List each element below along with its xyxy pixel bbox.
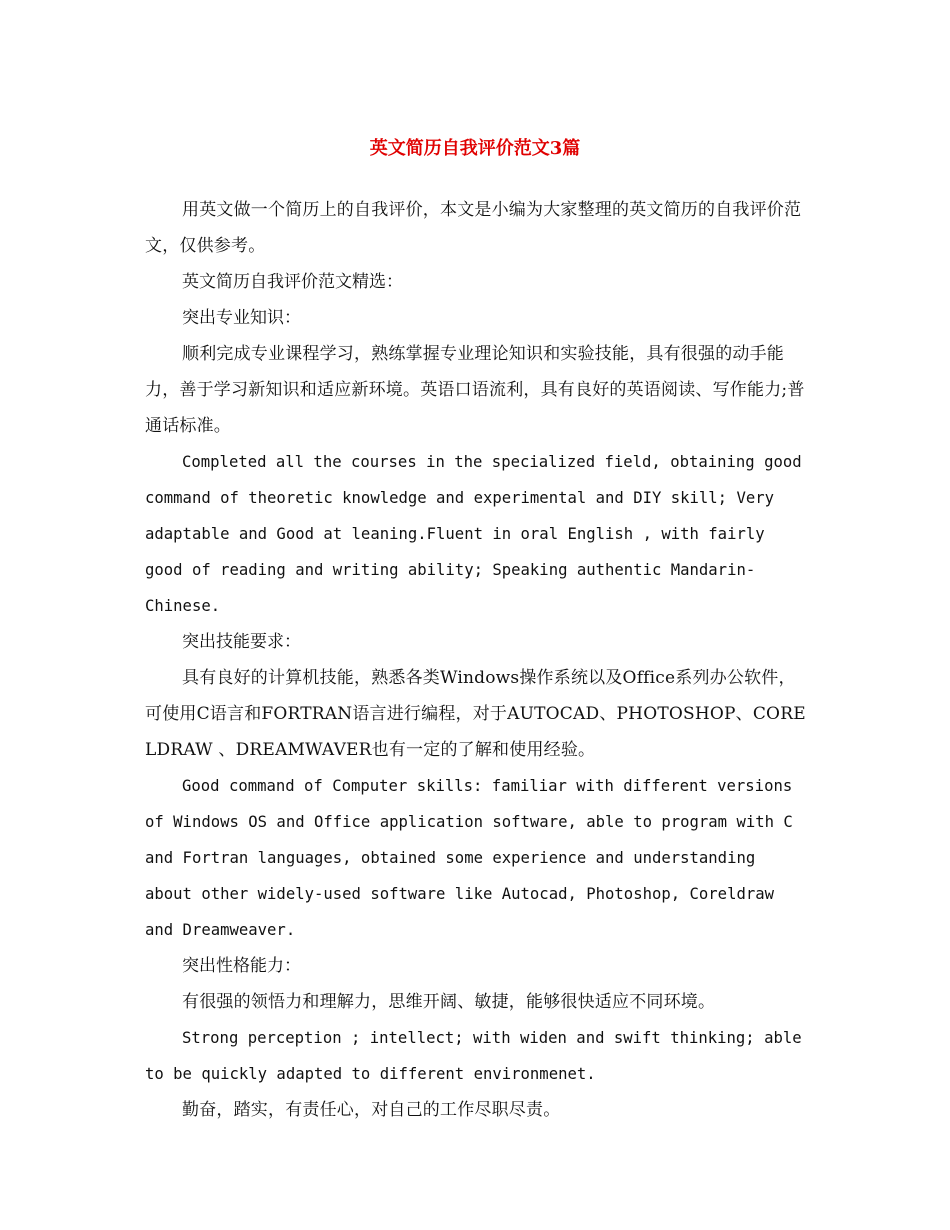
knowledge-paragraph-cn: 顺利完成专业课程学习，熟练掌握专业理论知识和实验技能，具有很强的动手能力，善于学习新知识和适应新环境。英语口语流利，具有良好的英语阅读、写作能力;普通话标准。 (145, 344, 805, 436)
section-heading-knowledge: 突出专业知识： (182, 308, 301, 328)
document-title: 英文简历自我评价范文3篇 (369, 138, 581, 159)
diligence-paragraph-cn: 勤奋，踏实，有责任心，对自己的工作尽职尽责。 (182, 1100, 561, 1120)
skills-paragraph-cn: 具有良好的计算机技能，熟悉各类Windows操作系统以及Office系列办公软件，可使用C语言和FORTRAN语言进行编程，对于AUTOCAD、PHOTOSHOP、CORELDRAW 、DREAMWAVER也有一定的了解和使用经验。 (145, 668, 806, 760)
section-heading-skills: 突出技能要求： (182, 632, 301, 652)
section-heading-personality: 突出性格能力： (182, 956, 301, 976)
document-body (145, 192, 810, 1128)
personality-paragraph-en: Strong perception ; intellect; with widen and swift thinking; able to be quickly adapted to different environmenet. (145, 1029, 802, 1083)
knowledge-paragraph-en: Completed all the courses in the specialized field, obtaining good command of theoretic knowledge and experimental and DIY skill; Very adaptable and Good at leaning.Fluent in oral English , with fairly good of reading and writing ability; Speaking authentic Mandarin-Chinese. (145, 453, 802, 615)
intro-paragraph: 用英文做一个简历上的自我评价，本文是小编为大家整理的英文简历的自我评价范文，仅供参考。 (145, 200, 802, 256)
section-heading-examples: 英文简历自我评价范文精选： (182, 272, 403, 292)
skills-paragraph-en: Good command of Computer skills: familiar with different versions of Windows OS and Office application software, able to program with C and Fortran languages, obtained some experience and understanding about other widely-used software like Autocad, Photoshop, Coreldraw and Dreamweaver. (145, 777, 793, 939)
personality-paragraph-cn: 有很强的领悟力和理解力，思维开阔、敏捷，能够很快适应不同环境。 (182, 992, 716, 1012)
